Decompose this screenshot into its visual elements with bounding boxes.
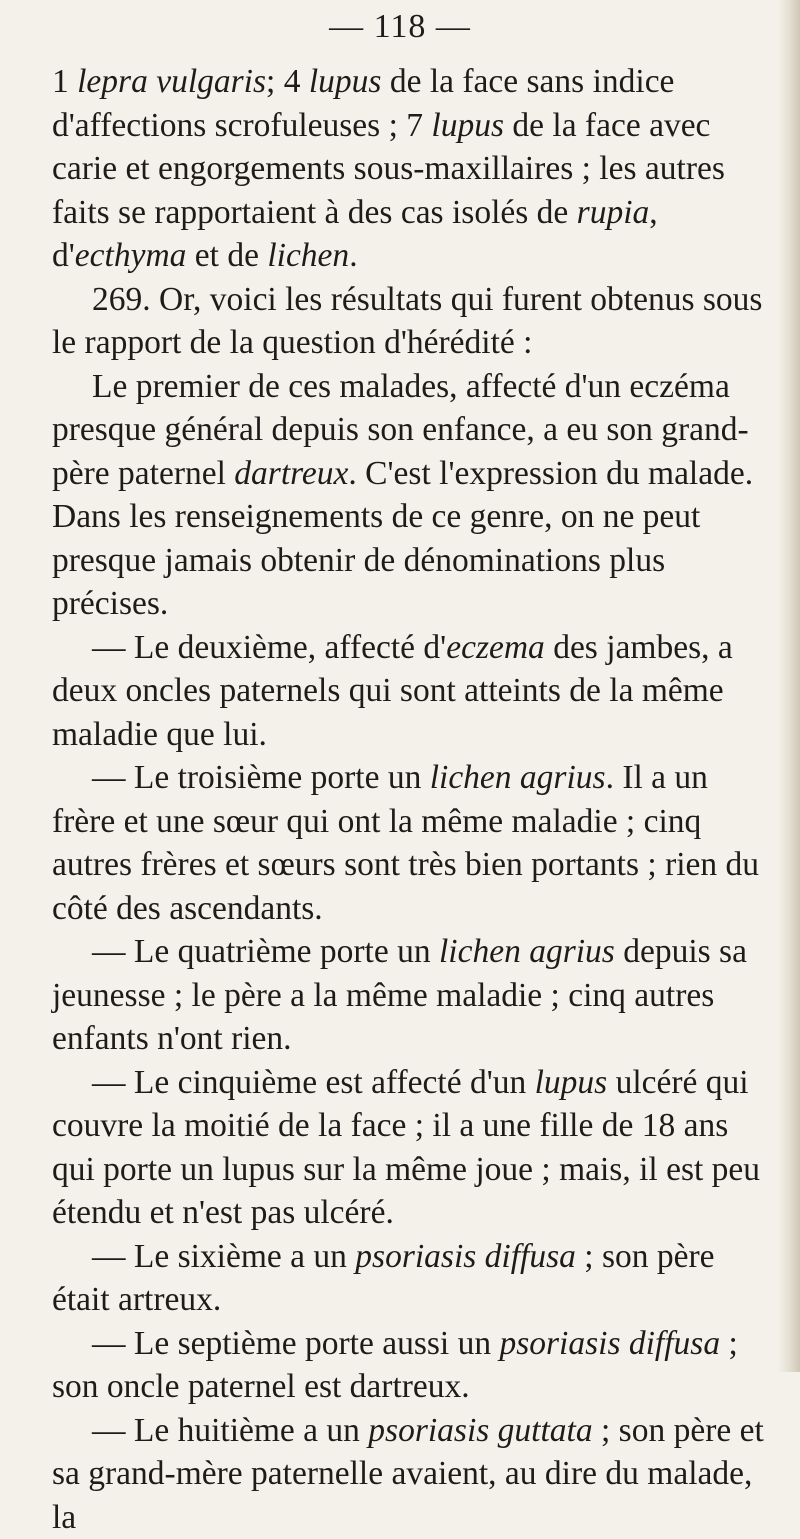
text-run: — Le septième porte aussi un: [92, 1325, 499, 1362]
text-run: — Le quatrième porte un: [92, 933, 439, 970]
italic-term: lupus: [535, 1064, 608, 1101]
paragraph: [52, 1322, 764, 1409]
text-run: de la face sans indice d'affections scrofuleuses ; 7: [52, 63, 674, 144]
page-edge-shadow: [778, 0, 800, 1372]
text-run: des jambes, a deux oncles paternels qui sont atteints de la même maladie que lui.: [52, 629, 733, 753]
text-run: ; son père était artreux.: [52, 1238, 715, 1319]
paragraph: [52, 278, 764, 365]
paragraph: [52, 930, 764, 1061]
text-run: — Le sixième a un: [92, 1238, 355, 1275]
italic-term: lupus: [309, 63, 382, 100]
text-run: ; son père et sa grand-mère paternelle avaient, au dire du malade, la: [52, 1412, 764, 1536]
page-text-body: [52, 60, 764, 1539]
text-run: — Le huitième a un: [92, 1412, 368, 1449]
paragraph: [52, 1061, 764, 1235]
text-run: ; 4: [266, 63, 309, 100]
text-run: depuis sa jeunesse ; le père a la même maladie ; cinq autres enfants n'ont rien.: [52, 933, 747, 1057]
italic-term: ecthyma: [75, 237, 187, 274]
italic-term: dartreux: [234, 455, 348, 492]
text-run: . C'est l'expression du malade. Dans les renseignements de ce genre, on ne peut presque jamais obtenir de dénominations plus précises.: [52, 455, 753, 623]
text-run: ulcéré qui couvre la moitié de la face ; il a une fille de 18 ans qui porte un lupus sur la même joue ; mais, il est peu étendu et n'est pas ulcéré.: [52, 1064, 760, 1232]
page-number-header: — 118 —: [0, 8, 800, 46]
text-run: Le premier de ces malades, affecté d'un eczéma presque général depuis son enfance, a eu son grand-père paternel: [52, 368, 749, 492]
paragraph: [52, 60, 764, 278]
italic-term: lupus: [431, 107, 504, 144]
italic-term: eczema: [446, 629, 545, 666]
text-run: et de: [186, 237, 267, 274]
italic-term: psoriasis guttata: [368, 1412, 592, 1449]
text-run: — Le cinquième est affecté d'un: [92, 1064, 535, 1101]
italic-term: rupia: [577, 194, 650, 231]
paragraph: [52, 1409, 764, 1539]
italic-term: lichen: [267, 237, 349, 274]
paragraph: [52, 365, 764, 626]
paragraph: [52, 756, 764, 930]
text-run: 269. Or, voici les résultats qui furent obtenus sous le rapport de la question d'hérédité :: [52, 281, 762, 362]
text-run: — Le troisième porte un: [92, 759, 430, 796]
italic-term: psoriasis diffusa: [355, 1238, 576, 1275]
text-run: .: [349, 237, 357, 274]
text-run: , d': [52, 194, 658, 275]
italic-term: psoriasis diffusa: [499, 1325, 720, 1362]
italic-term: lepra vulgaris: [77, 63, 266, 100]
text-run: — Le deuxième, affecté d': [92, 629, 446, 666]
paragraph: [52, 626, 764, 757]
italic-term: lichen agrius: [430, 759, 606, 796]
text-run: de la face avec carie et engorgements sous-maxillaires ; les autres faits se rapportaient à des cas isolés de: [52, 107, 725, 231]
paragraph: [52, 1235, 764, 1322]
italic-term: lichen agrius: [439, 933, 615, 970]
text-run: ; son oncle paternel est dartreux.: [52, 1325, 738, 1406]
text-run: 1: [52, 63, 77, 100]
text-run: . Il a un frère et une sœur qui ont la même maladie ; cinq autres frères et sœurs sont très bien portants ; rien du côté des ascendants.: [52, 759, 759, 927]
